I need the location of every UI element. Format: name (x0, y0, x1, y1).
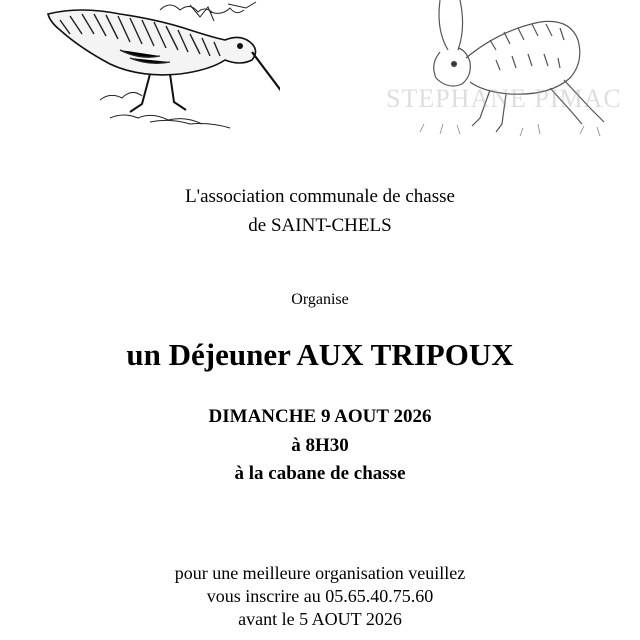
hare-icon (400, 0, 620, 140)
event-date: DIMANCHE 9 AOUT 2026 (208, 406, 432, 427)
event-time: à 8H30 (291, 435, 349, 456)
event-place: à la cabane de chasse (234, 463, 406, 484)
association-name-line2: de SAINT-CHELS (248, 215, 392, 236)
registration-phone-line: vous inscrire au 05.65.40.75.60 (206, 586, 434, 606)
association-name-line1: L'association communale de chasse (185, 186, 455, 207)
event-title: un Déjeuner AUX TRIPOUX (126, 337, 514, 372)
artist-watermark: STEPHANE PIMAC (386, 84, 622, 113)
woodcock-bird-icon (40, 0, 280, 135)
registration-line1: pour une meilleure organisation veuillez (174, 563, 466, 583)
registration-deadline-line: avant le 5 AOUT 2026 (238, 609, 402, 629)
organise-label: Organise (291, 291, 349, 308)
